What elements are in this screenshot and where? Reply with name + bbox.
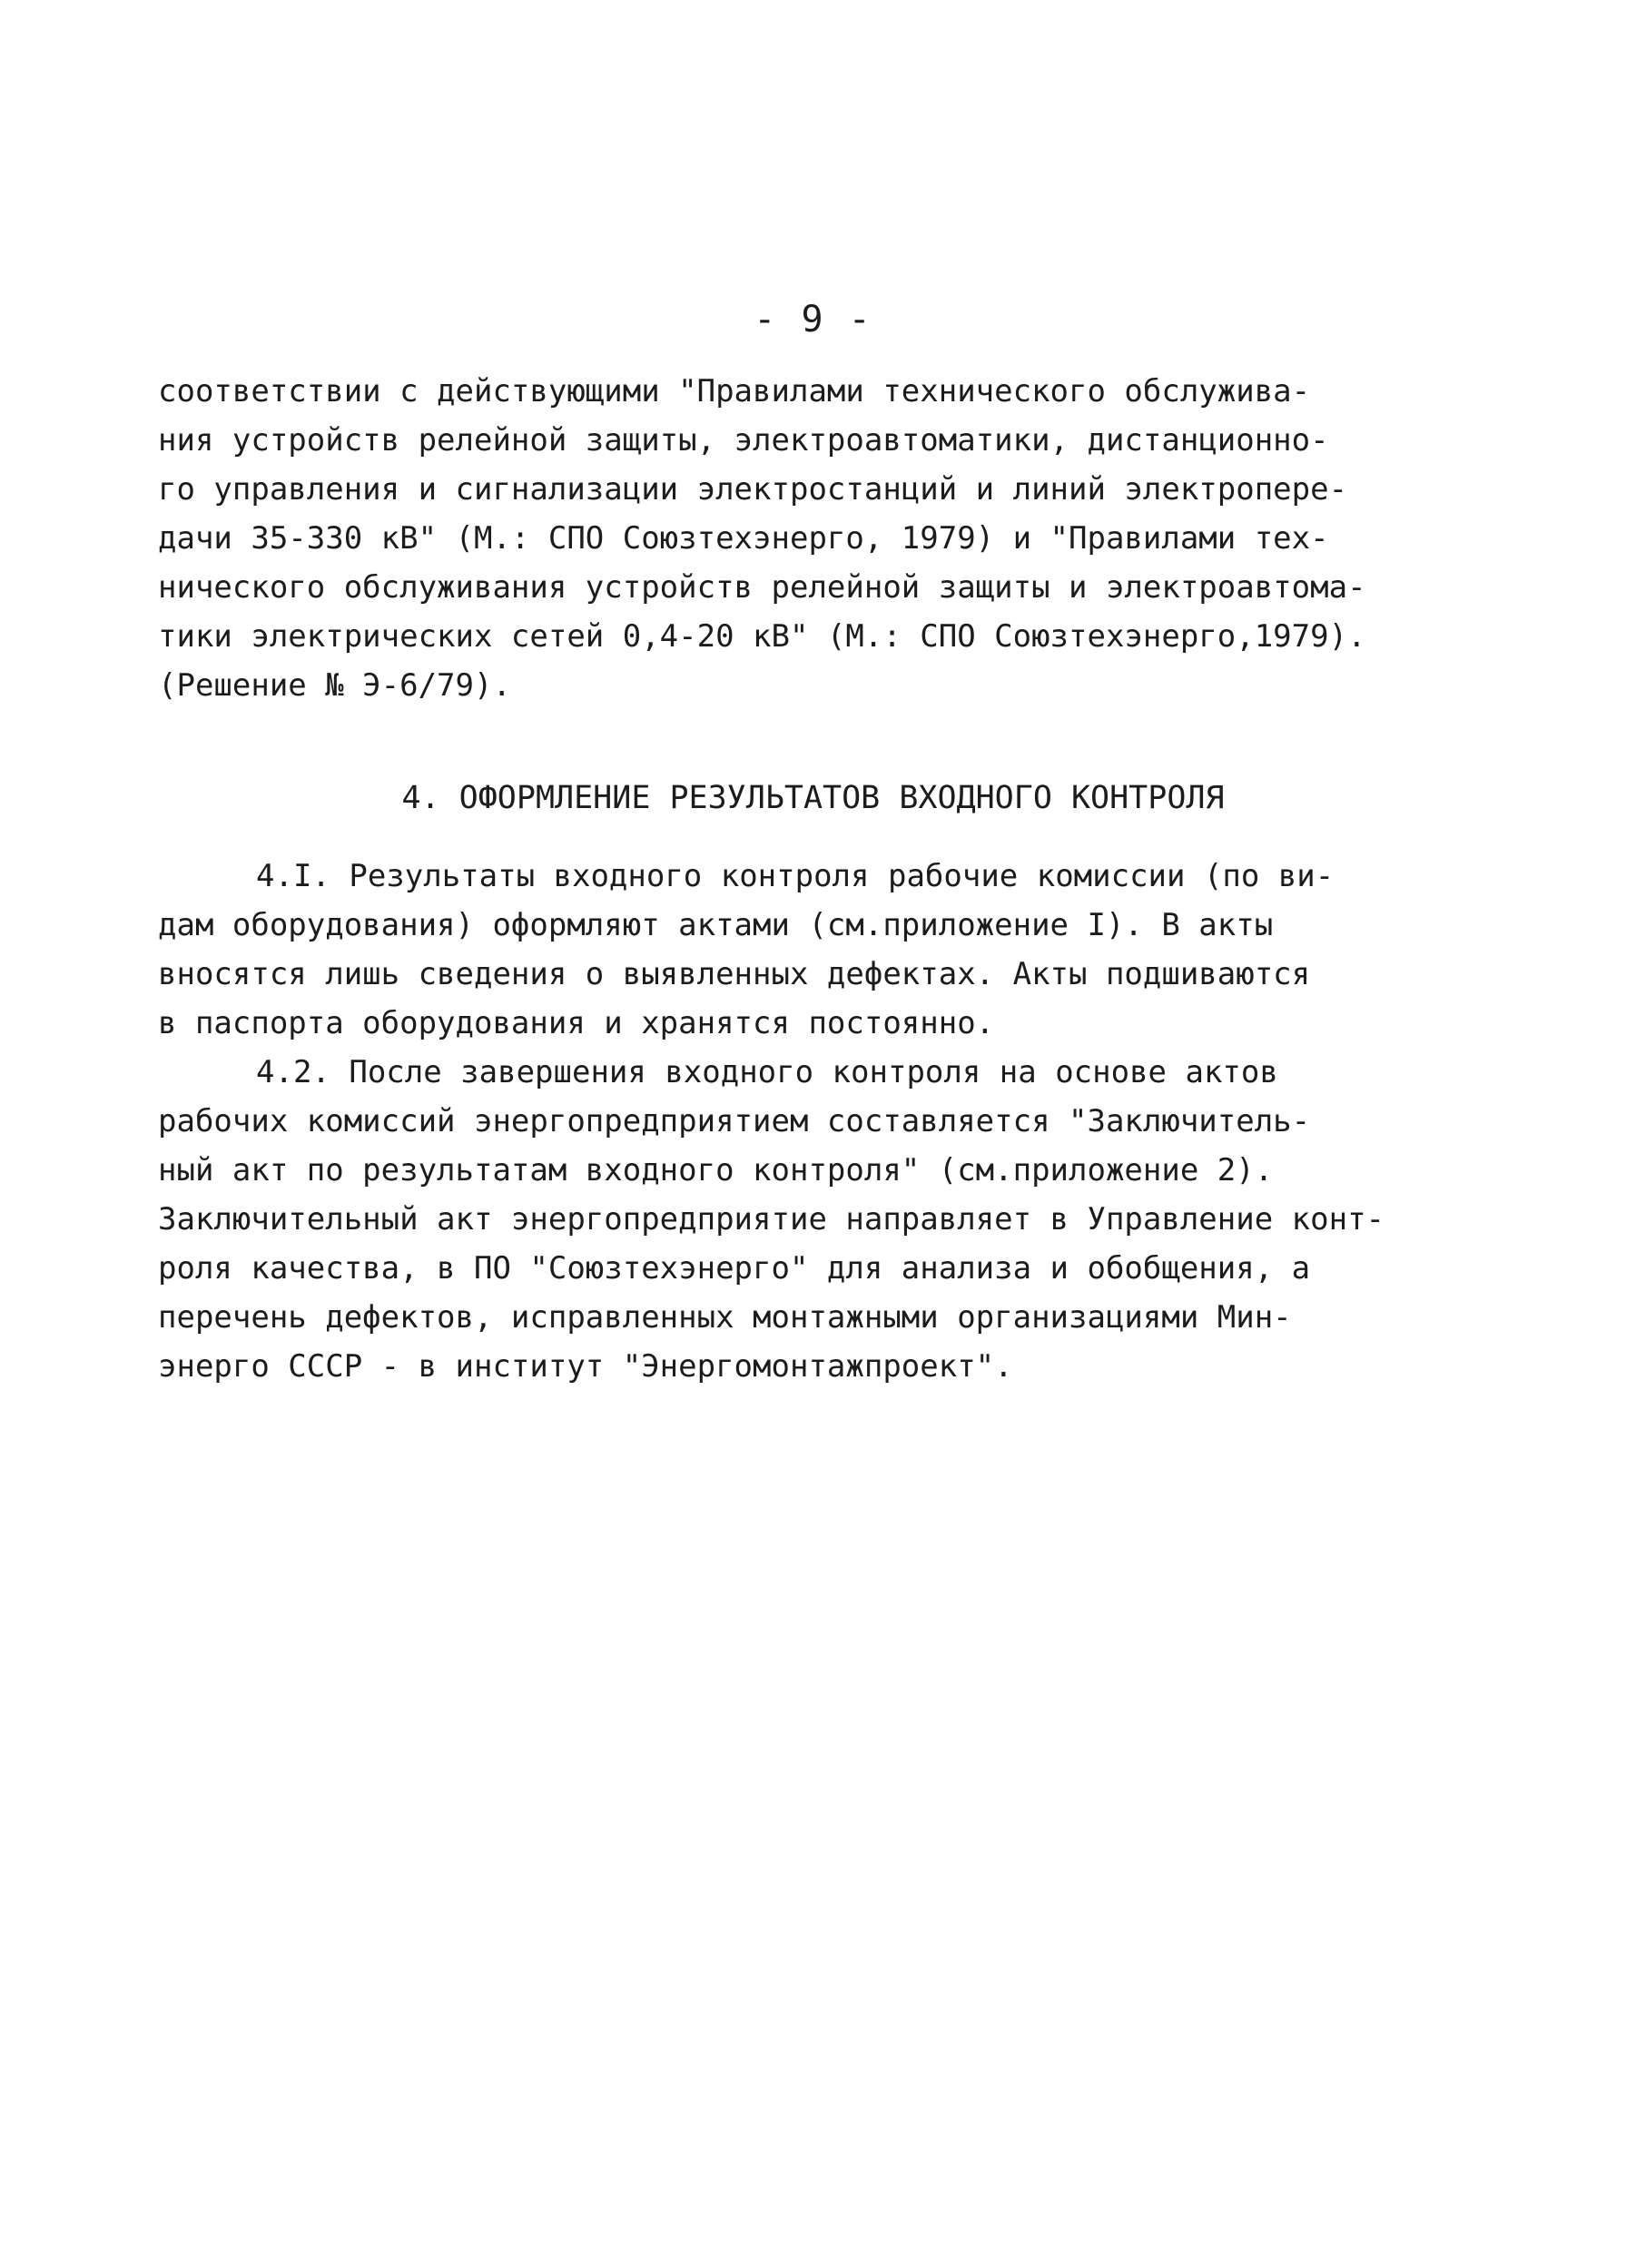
text-line: Заключительный акт энергопредприятие направляет в Управление конт- xyxy=(158,1201,1385,1238)
section-heading: 4. ОФОРМЛЕНИЕ РЕЗУЛЬТАТОВ ВХОДНОГО КОНТРОЛЯ xyxy=(401,780,1225,816)
text-line: тики электрических сетей 0,4-20 кВ" (М.: СПО Союзтехэнерго,1979). xyxy=(158,618,1366,655)
text-line: нического обслуживания устройств релейной защиты и электроавтома- xyxy=(158,569,1366,606)
text-line: соответствии с действующими "Правилами технического обслужива- xyxy=(158,373,1311,409)
text-line: дам оборудования) оформляют актами (см.приложение I). В акты xyxy=(158,907,1274,943)
text-line: рабочих комиссий энергопредприятием составляется "Заключитель- xyxy=(158,1103,1311,1139)
text-line: перечень дефектов, исправленных монтажными организациями Мин- xyxy=(158,1299,1292,1336)
text-line: в паспорта оборудования и хранятся постоянно. xyxy=(158,1005,995,1041)
text-line: ный акт по результатам входного контроля" (см.приложение 2). xyxy=(158,1152,1274,1188)
text-line: энерго СССР - в институт "Энергомонтажпроект". xyxy=(158,1348,1013,1385)
text-line: вносятся лишь сведения о выявленных дефектах. Акты подшиваются xyxy=(158,956,1311,992)
text-line: 4.I. Результаты входного контроля рабочие комиссии (по ви- xyxy=(256,858,1335,894)
text-line: ния устройств релейной защиты, электроавтоматики, дистанционно- xyxy=(158,422,1329,459)
intro-paragraph xyxy=(158,367,1447,710)
text-line: го управления и сигнализации электростанций и линий электропере- xyxy=(158,471,1348,508)
page-number: - 9 - xyxy=(754,299,872,340)
section-4-body xyxy=(158,852,1447,1391)
text-line: 4.2. После завершения входного контроля на основе актов xyxy=(256,1054,1278,1090)
text-line: дачи 35-330 кВ" (М.: СПО Союзтехэнерго, 1979) и "Правилами тех- xyxy=(158,520,1329,557)
text-line: (Решение № Э-6/79). xyxy=(158,667,511,704)
text-line: роля качества, в ПО "Союзтехэнерго" для анализа и обобщения, а xyxy=(158,1250,1311,1287)
